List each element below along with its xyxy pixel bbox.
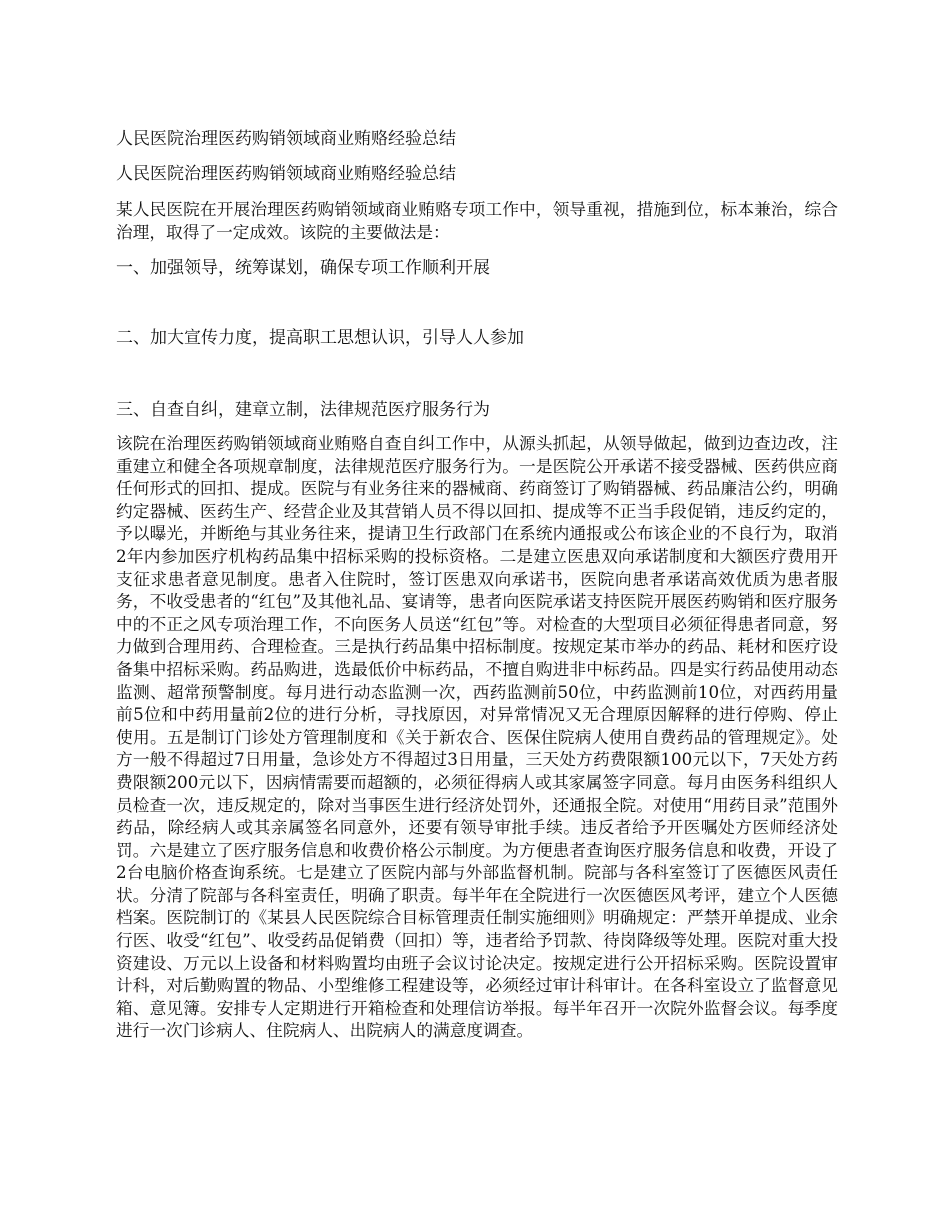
- section-heading-2: 二、加大宣传力度，提高职工思想认识，引导人人参加: [116, 328, 524, 348]
- document-subtitle: 人民医院治理医药购销领域商业贿赂经验总结: [116, 164, 456, 184]
- body-paragraph: 该院在治理医药购销领域商业贿赂自查自纠工作中，从源头抓起，从领导做起，做到边查边改，注重建立和健全各项规章制度，法律规范医疗服务行为。一是医院公开承诺不接受器械、医药供应商任何形式的回扣、提成。医院与有业务往来的器械商、药商签订了购销器械、药品廉洁公约，明确约定器械、医药生产、经营企业及其营销人员不得以回扣、提成等不正当手段促销，违反约定的，予以曝光，并断绝与其业务往来，提请卫生行政部门在系统内通报或公布该企业的不良行为，取消2年内参加医疗机构药品集中招标采购的投标资格。二是建立医患双向承诺制度和大额医疗费用开支征求患者意见制度。患者入住院时，签订医患双向承诺书，医院向患者承诺高效优质为患者服务，不收受患者的“红包”及其他礼品、宴请等，患者向医院承诺支持医院开展医药购销和医疗服务中的不正之风专项治理工作，不向医务人员送“红包”等。对检查的大型项目必须征得患者同意，努力做到合理用药、合理检查。三是执行药品集中招标制度。按规定某市举办的药品、耗材和医疗设备集中招标采购。药品购进，选最低价中标药品，不擅自购进非中标药品。四是实行药品使用动态监测、超常预警制度。每月进行动态监测一次，西药监测前50位，中药监测前10位，对西药用量前5位和中药用量前2位的进行分析，寻找原因，对异常情况又无合理原因解释的进行停购、停止使用。五是制订门诊处方管理制度和《关于新农合、医保住院病人使用自费药品的管理规定》。处方一般不得超过7日用量，急诊处方不得超过3日用量，三天处方药费限额100元以下，7天处方药费限额200元以下，因病情需要而超额的，必须征得病人或其家属签字同意。每月由医务科组织人员检查一次，违反规定的，除对当事医生进行经济处罚外，还通报全院。对使用“用药目录”范围外药品，除经病人或其亲属签名同意外，还要有领导审批手续。违反者给予开医嘱处方医师经济处罚。六是建立了医疗服务信息和收费价格公示制度。为方便患者查询医疗服务信息和收费，开设了2台电脑价格查询系统。七是建立了医院内部与外部监督机制。院部与各科室签订了医德医风责任状。分清了院部与各科室责任，明确了职责。每半年在全院进行一次医德医风考评，建立个人医德档案。医院制订的《某县人民医院综合目标管理责任制实施细则》明确规定：严禁开单提成、业余行医、收受“红包”、收受药品促销费（回扣）等，违者给予罚款、待岗降级等处理。医院对重大投资建设、万元以上设备和材料购置均由班子会议讨论决定。按规定进行公开招标采购。医院设置审计科，对后勤购置的物品、小型维修工程建设等，必须经过审计科审计。在各科室设立了监督意见箱、意见簿。安排专人定期进行开箱检查和处理信访举报。每半年召开一次院外监督会议。每季度进行一次门诊病人、住院病人、出院病人的满意度调查。: [116, 433, 838, 1041]
- section-heading-3: 三、自查自纠，建章立制，法律规范医疗服务行为: [116, 400, 490, 420]
- document-title: 人民医院治理医药购销领域商业贿赂经验总结: [116, 129, 456, 149]
- section-heading-1: 一、加强领导，统筹谋划，确保专项工作顺利开展: [116, 258, 490, 278]
- intro-paragraph: 某人民医院在开展治理医药购销领域商业贿赂专项工作中，领导重视，措施到位，标本兼治，综合治理，取得了一定成效。该院的主要做法是：: [116, 199, 838, 242]
